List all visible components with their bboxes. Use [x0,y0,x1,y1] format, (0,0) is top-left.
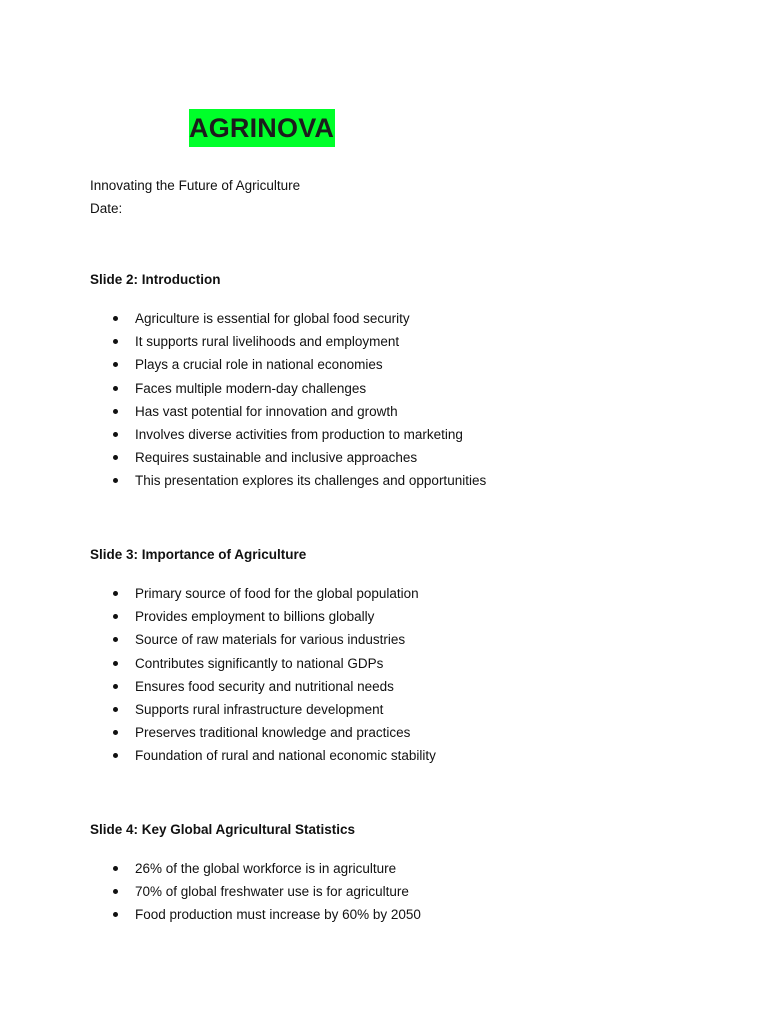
section-heading: Slide 3: Importance of Agriculture [90,547,307,562]
bullet-icon [113,386,118,391]
list-item [90,330,710,353]
list-item-text: Preserves traditional knowledge and practices [135,725,411,741]
section-heading: Slide 4: Key Global Agricultural Statistics [90,822,356,837]
list-item [90,353,710,376]
bullet-icon [113,912,118,917]
list-item [90,605,710,628]
bullet-list [90,582,710,768]
section-importance [90,545,710,768]
list-item-text: Plays a crucial role in national economies [135,357,383,373]
date-label: Date: [90,201,123,216]
list-item-text: Primary source of food for the global population [135,586,419,601]
document-tagline: Innovating the Future of Agriculture [90,178,301,193]
list-item [90,446,710,469]
list-item-text: Has vast potential for innovation and growth [135,403,398,419]
list-item [90,857,710,880]
list-item [90,903,710,926]
list-item-text: Agriculture is essential for global food security [135,311,410,326]
list-item [90,307,710,330]
list-item [90,423,710,446]
list-item-text: Source of raw materials for various industries [135,632,406,648]
list-item [90,377,710,400]
bullet-icon [113,866,118,871]
list-item-text: This presentation explores its challenges and opportunities [135,473,487,489]
list-item-text: Requires sustainable and inclusive approaches [135,450,418,466]
bullet-icon [113,889,118,894]
list-item-text: 70% of global freshwater use is for agriculture [135,884,409,900]
list-item [90,400,710,423]
list-item [90,628,710,651]
section-heading: Slide 2: Introduction [90,272,221,287]
list-item-text: Provides employment to billions globally [135,609,375,625]
list-item-text: It supports rural livelihoods and employment [135,334,400,350]
bullet-icon [113,730,118,735]
bullet-list [90,307,710,493]
bullet-icon [113,478,118,483]
title-block [90,174,300,220]
bullet-icon [113,591,118,596]
section-introduction [90,270,710,493]
list-item-text: Involves diverse activities from production to marketing [135,427,463,443]
list-item [90,698,710,721]
list-item-text: Foundation of rural and national economic stability [135,748,436,764]
list-item-text: Food production must increase by 60% by 2050 [135,907,421,923]
bullet-icon [113,339,118,344]
list-item-text: Supports rural infrastructure development [135,702,384,718]
list-item [90,652,710,675]
bullet-icon [113,316,118,321]
bullet-icon [113,684,118,689]
list-item-text: Ensures food security and nutritional needs [135,678,394,694]
bullet-icon [113,707,118,712]
bullet-icon [113,362,118,367]
document-title: AGRINOVA [189,109,335,147]
list-item [90,675,710,698]
list-item [90,469,710,492]
bullet-list [90,857,710,927]
bullet-icon [113,455,118,460]
list-item [90,582,710,605]
bullet-icon [113,409,118,414]
bullet-icon [113,753,118,758]
list-item [90,721,710,744]
bullet-icon [113,432,118,437]
list-item [90,880,710,903]
bullet-icon [113,661,118,666]
list-item-text: Faces multiple modern-day challenges [135,380,367,396]
list-item-text: 26% of the global workforce is in agriculture [135,861,397,876]
section-statistics [90,820,710,927]
list-item [90,744,710,767]
bullet-icon [113,614,118,619]
list-item-text: Contributes significantly to national GDPs [135,655,384,671]
bullet-icon [113,637,118,642]
